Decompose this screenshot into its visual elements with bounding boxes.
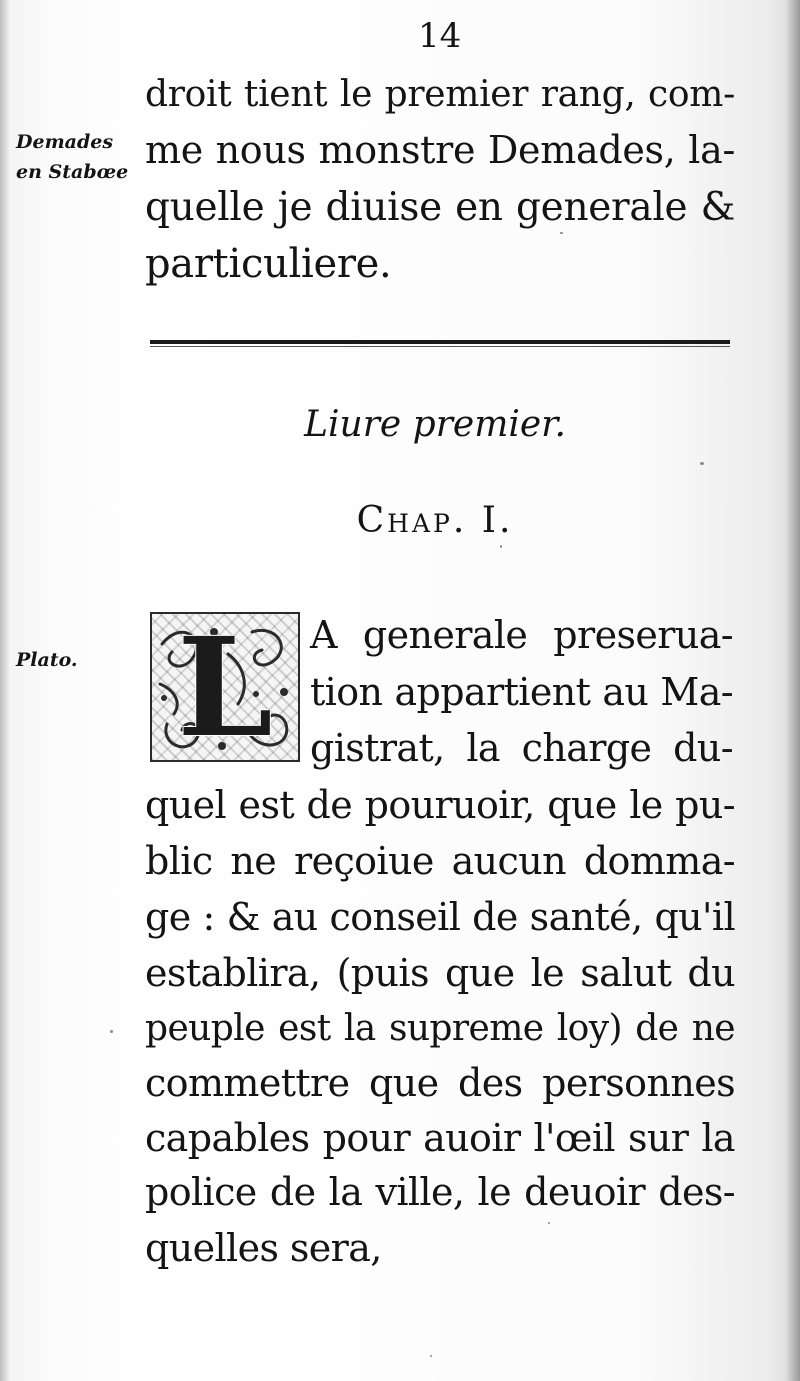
text-line: establira, (puis que le salut du — [145, 951, 735, 995]
decorated-initial — [150, 612, 300, 762]
text-line: particuliere. — [145, 241, 392, 287]
text-line: droit tient le premier rang, com- — [145, 74, 735, 115]
section-divider-rule — [150, 340, 730, 347]
text-line: commettre que des personnes — [145, 1061, 735, 1105]
margin-note-line: Demades — [16, 131, 114, 153]
book-title: Liure premier. — [304, 404, 566, 445]
chapter-label: Chap. — [356, 500, 468, 541]
text-line: police de la ville, le deuoir des- — [145, 1170, 735, 1214]
text-line: quelle je diuise en generale & — [145, 185, 735, 230]
text-line: quelles sera, — [145, 1226, 382, 1270]
text-line: tion appartient au Ma- — [310, 670, 733, 714]
margin-note-line: en Stabœe — [16, 161, 129, 183]
margin-note-demades — [16, 130, 128, 184]
text-line: A generale preseruа- — [310, 613, 733, 657]
text-line: me nous monstre Demades, la- — [145, 128, 735, 172]
page-number: 14 — [418, 16, 462, 56]
page-shadow-left — [0, 0, 10, 1381]
text-line: ge : & au conseil de santé, qu'il — [145, 895, 735, 939]
page-shadow-right — [786, 0, 800, 1381]
chapter-heading — [0, 496, 800, 546]
text-line: quel est de pouruoir, que le pu- — [145, 783, 735, 827]
chapter-number: I. — [481, 500, 514, 541]
text-line: blic ne reçoiue aucun domma- — [145, 839, 735, 883]
text-line: capables pour auoir l'œil sur la — [145, 1116, 735, 1160]
dropcap-letter: L — [177, 612, 273, 762]
text-line: peuple est la supreme loy) de ne — [145, 1008, 735, 1049]
text-line: gistrat, la charge du- — [310, 726, 733, 770]
margin-note-plato: Plato. — [16, 649, 78, 671]
